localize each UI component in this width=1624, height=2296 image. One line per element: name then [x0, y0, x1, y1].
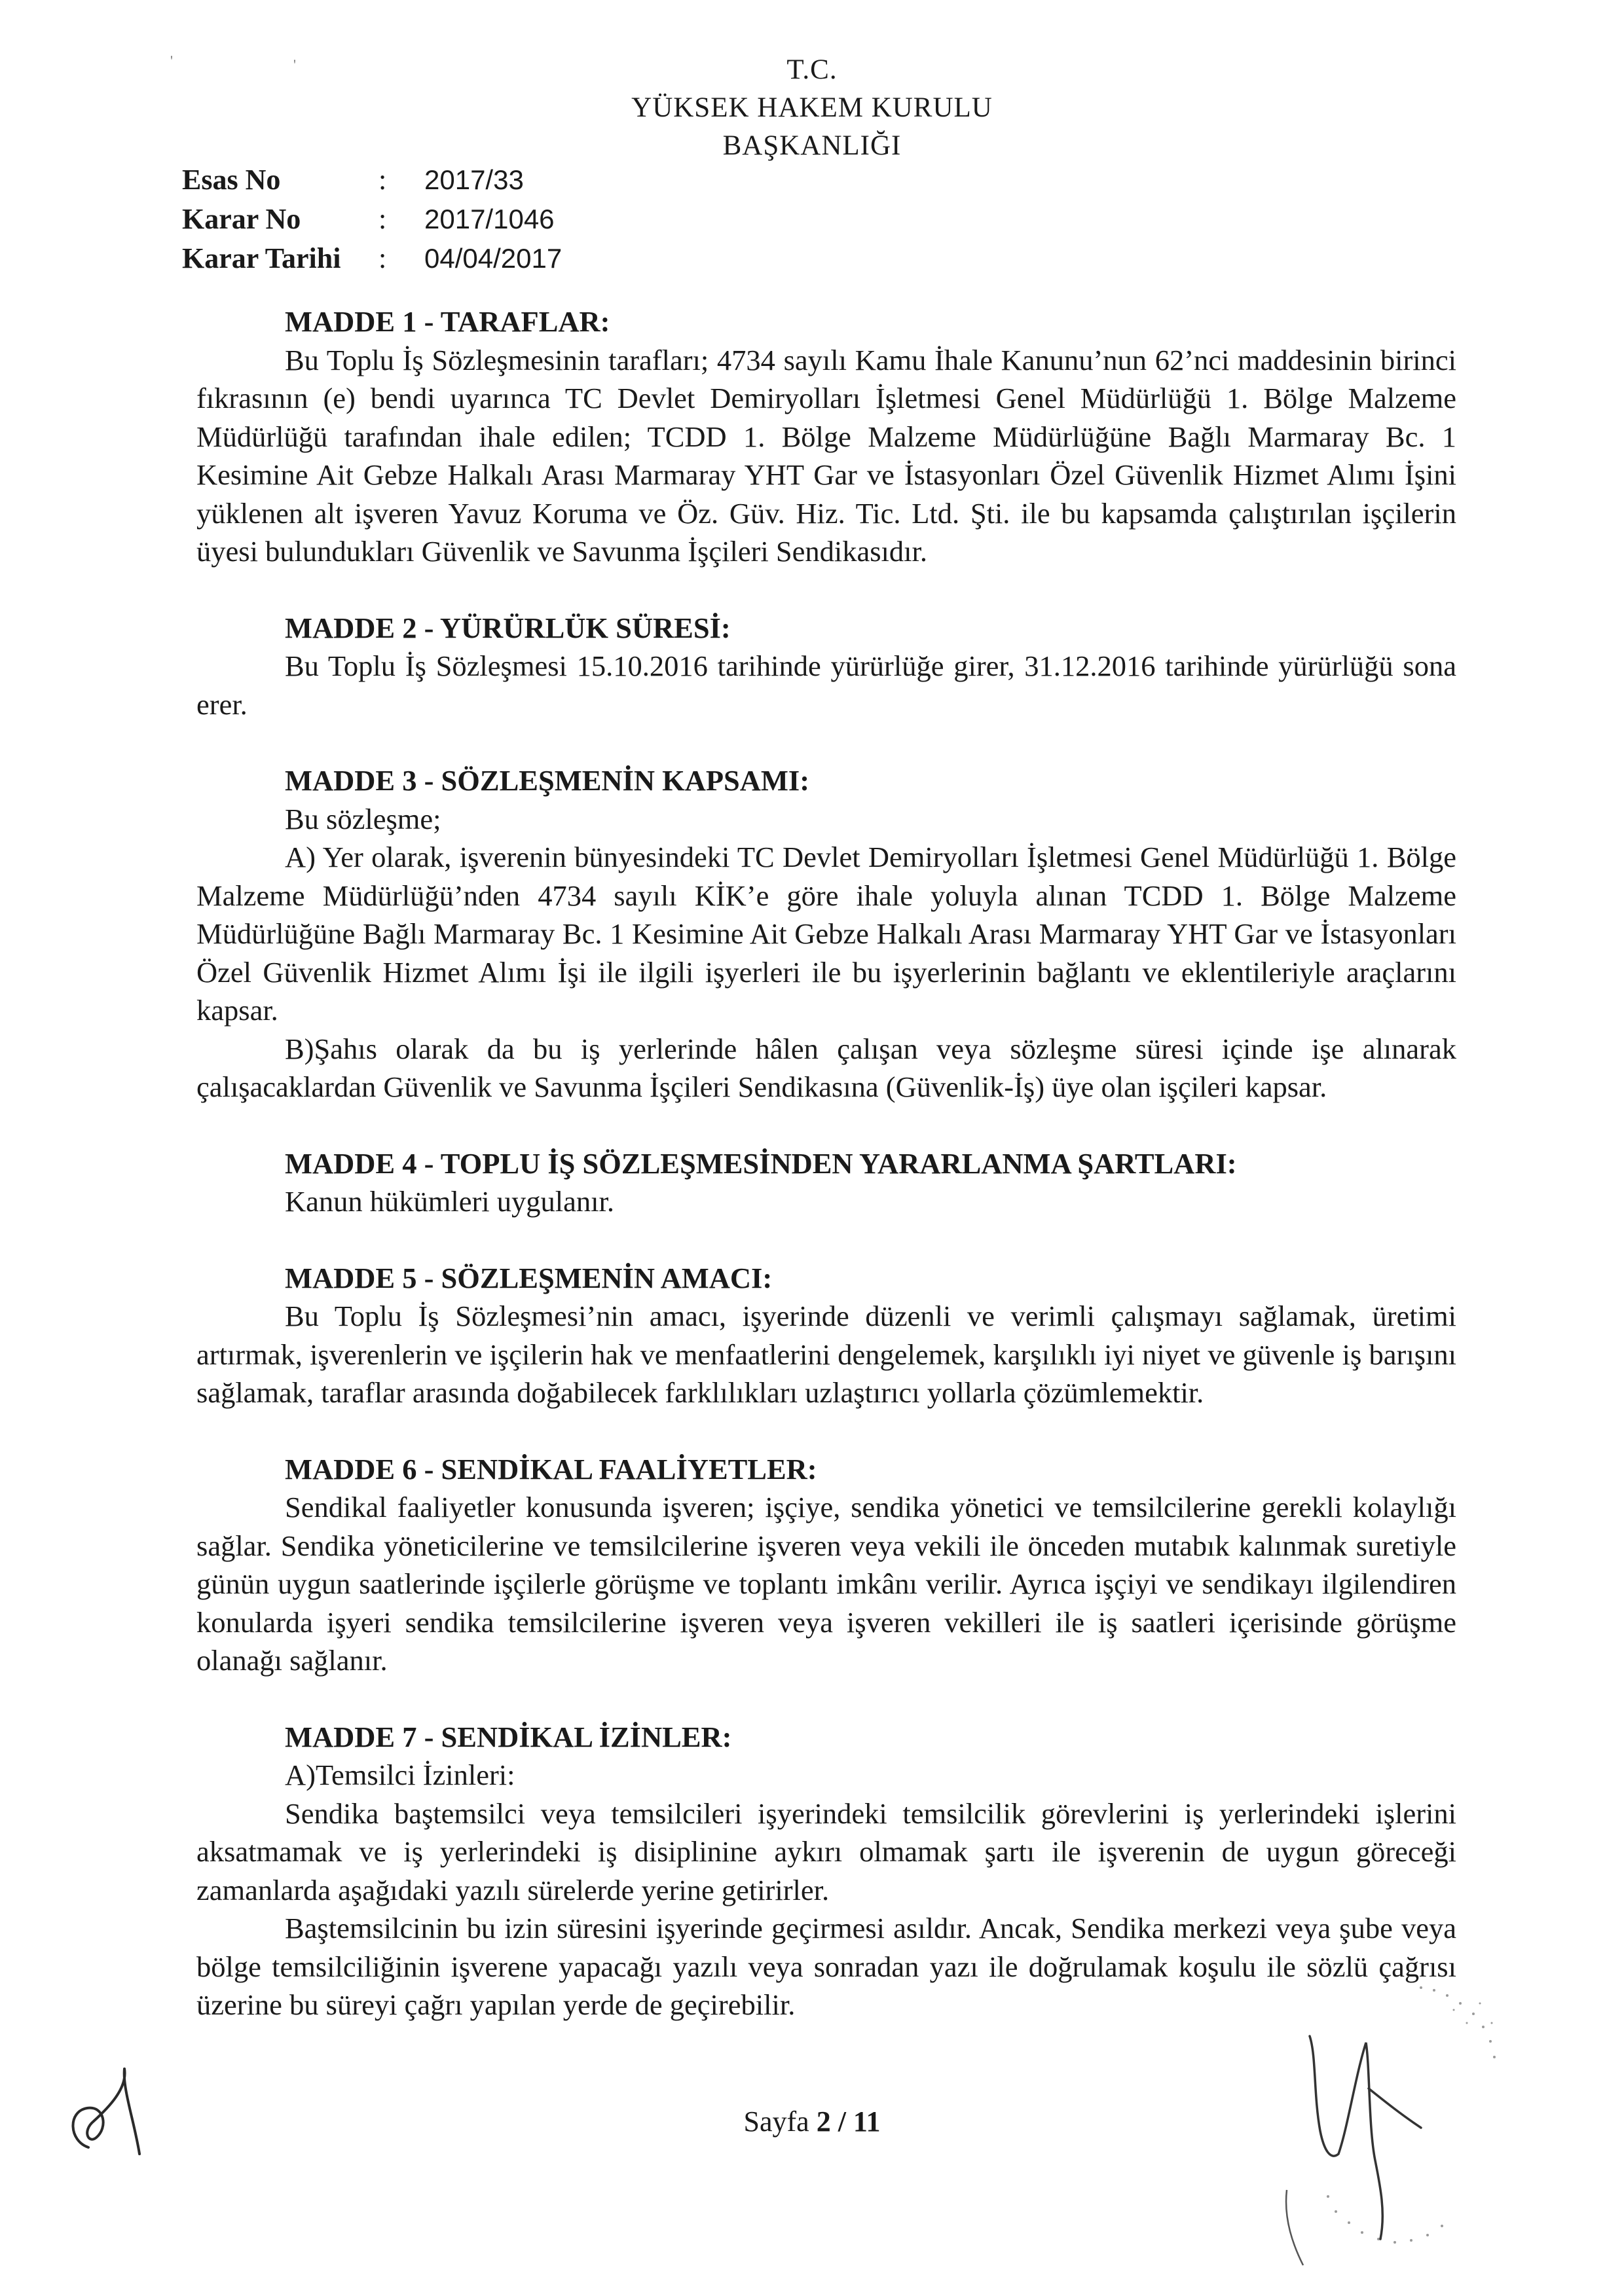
article-paragraph: Sendika baştemsilci veya temsilcileri işyerindeki temsilcilik görevlerini iş yerlerindeki işlerini aksatmamak ve iş yerlerindeki iş disiplinine aykırı olmamak şartı ile işverenin de uygun göreceği zamanlarda aşağıdaki yazılı sürelerde yerine getirirler.	[196, 1796, 1456, 1906]
article-paragraph: Baştemsilcinin bu izin süresini işyerinde geçirmesi asıldır. Ancak, Sendika merkezi veya şube veya bölge temsilciliğinin işverene yapacağı yazılı veya sonradan yazı ile doğrulamak koşulu ile sözlü çağrısı üzerine bu süreyi çağrı yapılan yerde de geçirebilir.	[196, 1912, 1456, 2021]
article-1	[196, 302, 1456, 571]
page-number-prefix: Sayfa	[743, 2105, 817, 2138]
article-7	[196, 1718, 1456, 2024]
header-institution: YÜKSEK HAKEM KURULU	[631, 92, 993, 123]
scan-mark: '	[293, 56, 296, 73]
article-paragraph: B)Şahıs olarak da bu iş yerlerinde hâlen çalışan veya sözleşme süresi içinde işe alınarak çalışacaklardan Güvenlik ve Savunma İşçileri Sendikasına (Güvenlik-İş) üye olan işçileri kapsar.	[196, 1032, 1456, 1103]
case-metadata	[182, 160, 562, 278]
meta-row-karar	[182, 200, 562, 239]
article-title: MADDE 2 - YÜRÜRLÜK SÜRESİ:	[285, 611, 731, 644]
meta-label: Karar No	[182, 203, 301, 235]
meta-row-esas	[182, 160, 562, 200]
article-3	[196, 761, 1456, 1106]
meta-colon: :	[378, 242, 387, 274]
article-2	[196, 609, 1456, 724]
article-paragraph: A) Yer olarak, işverenin bünyesindeki TC Devlet Demiryolları İşletmesi Genel Müdürlüğü 1. Bölge Malzeme Müdürlüğü’nden 4734 sayılı KİK’e göre ihale yoluyla alınan TCDD 1. Bölge Malzeme Müdürlüğüne Bağlı Marmaray Bc. 1 Kesimine Ait Gebze Halkalı Arası Marmaray YHT Gar ve İstasyonları Özel Güvenlik Hizmet Alımı İşi ile ilgili işyerleri ile bu işyerlerinin bağlantı ve eklentileriyle araçlarını kapsar.	[196, 841, 1456, 1027]
meta-label: Esas No	[182, 164, 281, 196]
article-paragraph: Bu sözleşme;	[285, 802, 441, 835]
meta-colon: :	[378, 164, 387, 196]
institution-header	[570, 51, 1054, 165]
meta-value: 2017/1046	[424, 204, 555, 234]
article-paragraph: Bu Toplu İş Sözleşmesi 15.10.2016 tarihinde yürürlüğe girer, 31.12.2016 tarihinde yürürlüğü sona erer.	[196, 649, 1456, 721]
meta-row-tarih	[182, 239, 562, 278]
article-paragraph: Bu Toplu İş Sözleşmesinin tarafları; 4734 sayılı Kamu İhale Kanunu’nun 62’nci maddesinin birinci fıkrasının (e) bendi uyarınca TC Devlet Demiryolları İşletmesi Genel Müdürlüğü 1. Bölge Malzeme Müdürlüğü tarafından ihale edilen; TCDD 1. Bölge Malzeme Müdürlüğüne Bağlı Marmaray Bc. 1 Kesimine Ait Gebze Halkalı Arası Marmaray YHT Gar ve İstasyonları Özel Güvenlik Hizmet Alımı İşini yüklenen alt işveren Yavuz Koruma ve Öz. Güv. Hiz. Tic. Ltd. Şti. ile bu kapsamda çalıştırılan işçilerin üyesi bulundukları Güvenlik ve Savunma İşçileri Sendikasıdır.	[196, 343, 1456, 568]
article-paragraph: Sendikal faaliyetler konusunda işveren; işçiye, sendika yönetici ve temsilcilerine gerekli kolaylığı sağlar. Sendika yöneticilerine ve temsilcilerine işveren veya vekili ile önceden mutabık kalınmak suretiyle günün uygun saatlerinde işçilerle görüşme ve toplantı imkânı verilir. Ayrıca işçiyi ve sendikayı ilgilendiren konularda işyeri sendika temsilcilerine işveren veya işveren vekilleri ile iş saatleri içerisinde görüşme olanağı sağlanır.	[196, 1491, 1456, 1677]
page-number-value: 2 / 11	[816, 2105, 881, 2138]
meta-value: 2017/33	[424, 164, 524, 195]
article-title: MADDE 3 - SÖZLEŞMENİN KAPSAMI:	[285, 764, 810, 797]
scan-mark: '	[170, 52, 173, 69]
article-title: MADDE 4 - TOPLU İŞ SÖZLEŞMESİNDEN YARARLANMA ŞARTLARI:	[285, 1146, 1237, 1180]
header-country: T.C.	[786, 54, 838, 85]
article-title: MADDE 7 - SENDİKAL İZİNLER:	[285, 1720, 732, 1753]
meta-value: 04/04/2017	[424, 243, 563, 274]
article-paragraph: Bu Toplu İş Sözleşmesi’nin amacı, işyerinde düzenli ve verimli çalışmayı sağlamak, üretimi artırmak, işverenlerin ve işçilerin hak ve menfaatlerini dengelemek, karşılıklı iyi niyet ve güvenle iş barışını sağlamak, taraflar arasında doğabilecek farklılıkları uzlaştırıcı yollarla çözümlemektir.	[196, 1300, 1456, 1409]
article-paragraph: A)Temsilci İzinleri:	[285, 1758, 515, 1791]
header-office: BAŞKANLIĞI	[722, 130, 902, 161]
article-5	[196, 1259, 1456, 1412]
signature-stamp-icon	[1270, 1964, 1519, 2272]
article-6	[196, 1450, 1456, 1680]
article-paragraph: Kanun hükümleri uygulanır.	[285, 1185, 615, 1218]
article-title: MADDE 6 - SENDİKAL FAALİYETLER:	[285, 1452, 817, 1485]
article-title: MADDE 1 - TARAFLAR:	[285, 305, 610, 338]
handwritten-initial-icon	[62, 2049, 154, 2167]
meta-colon: :	[378, 203, 387, 235]
article-4	[196, 1144, 1456, 1221]
meta-label: Karar Tarihi	[182, 242, 341, 274]
article-title: MADDE 5 - SÖZLEŞMENİN AMACI:	[285, 1261, 773, 1294]
document-body	[196, 302, 1456, 2062]
